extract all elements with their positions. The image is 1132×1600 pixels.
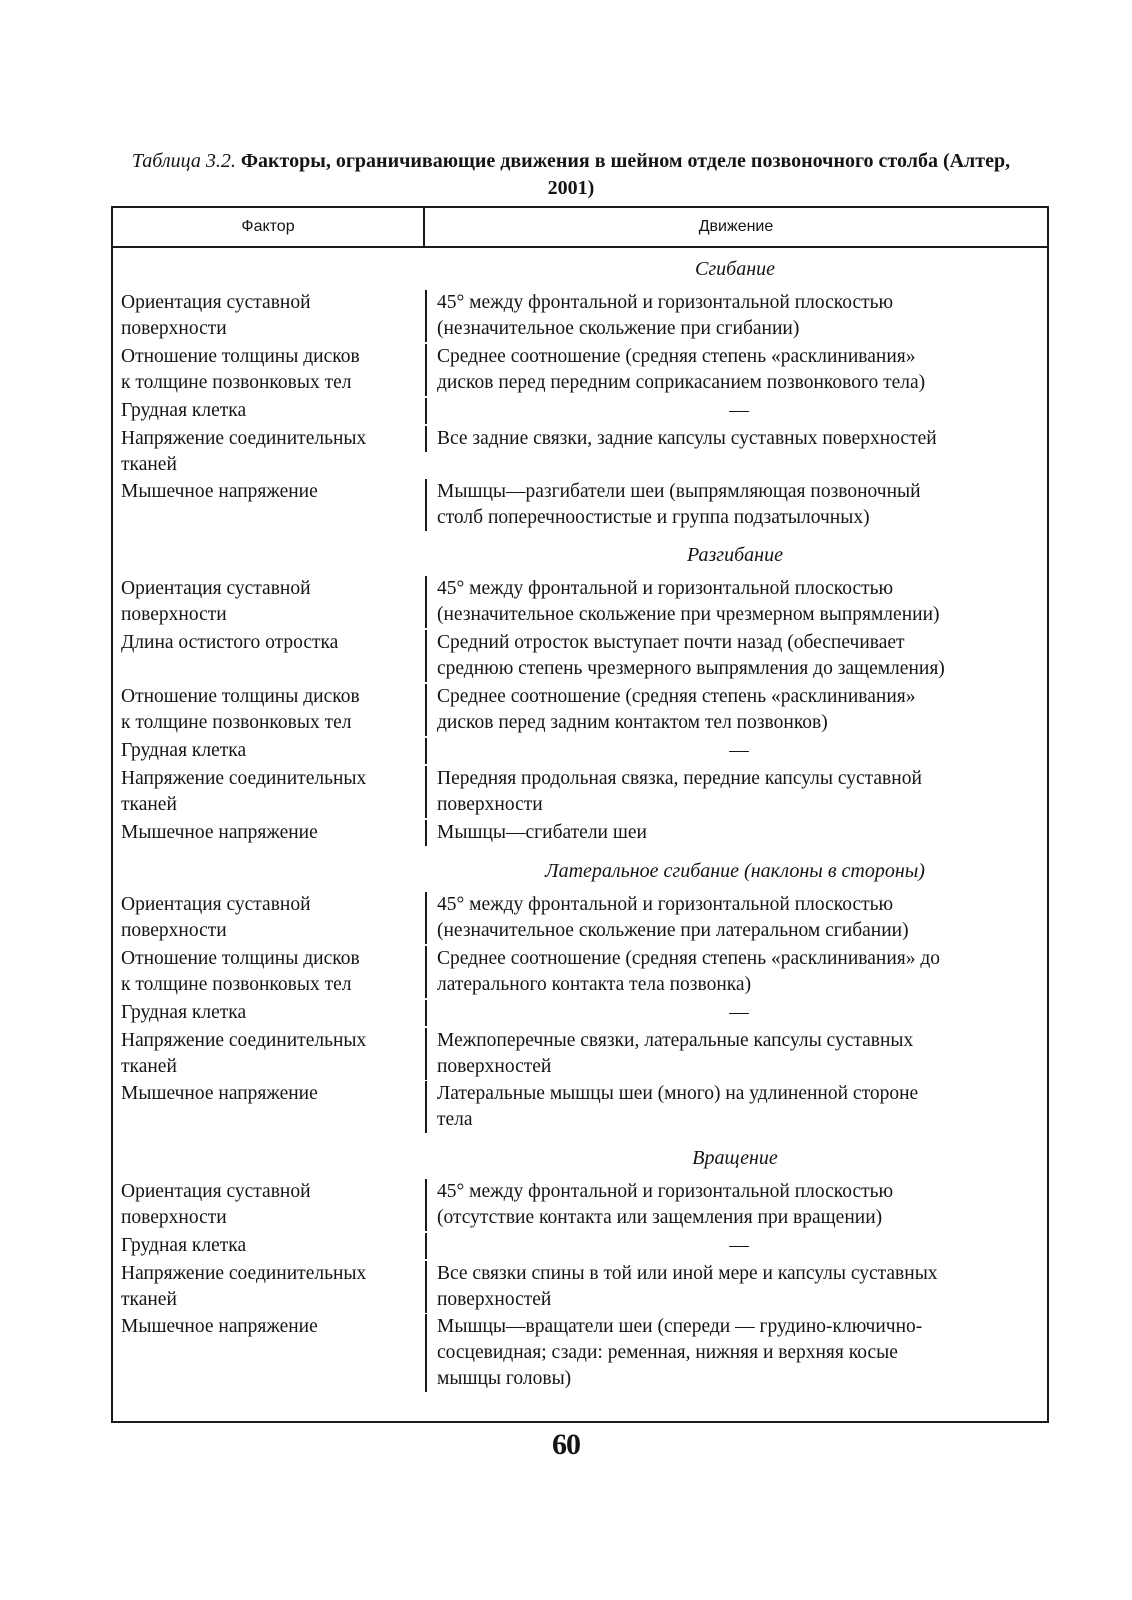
- factor-cell: Напряжение соединительных тканей: [121, 768, 367, 815]
- desc-cell: Средний отросток выступает почти назад (обеспечивает среднюю степень чрезмерного выпрямления до защемления): [425, 630, 1041, 682]
- factor-cell: Отношение толщины дисков к толщине позвонковых тел: [121, 686, 360, 733]
- desc-cell: —: [425, 398, 1041, 424]
- desc-cell: Все связки спины в той или иной мере и капсулы суставных поверхностей: [425, 1261, 1041, 1313]
- factor-cell: Ориентация суставной поверхности: [121, 292, 311, 339]
- desc-cell: —: [425, 1000, 1041, 1026]
- factor-cell: Грудная клетка: [121, 740, 247, 761]
- section-title-extension: Разгибание: [687, 544, 783, 566]
- desc-cell: Мышцы—разгибатели шеи (выпрямляющая позвоночный столб поперечноостистые и группа подзатылочных): [425, 479, 1041, 531]
- section-title-rotation: Вращение: [692, 1147, 778, 1169]
- desc-cell: Межпоперечные связки, латеральные капсулы суставных поверхностей: [425, 1028, 1041, 1080]
- caption-label: Таблица 3.2.: [131, 150, 236, 172]
- header-movement: Движение: [698, 218, 774, 235]
- factor-cell: Напряжение соединительных тканей: [121, 1030, 367, 1077]
- factor-cell: Напряжение соединительных тканей: [121, 428, 367, 475]
- desc-cell: Мышцы—сгибатели шеи: [425, 820, 1041, 846]
- factor-cell: Ориентация суставной поверхности: [121, 578, 311, 625]
- desc-cell: Среднее соотношение (средняя степень «расклинивания» дисков перед задним контактом тел позвонков): [425, 684, 1041, 736]
- factor-cell: Отношение толщины дисков к толщине позвонковых тел: [121, 948, 360, 995]
- desc-cell: Латеральные мышцы шеи (много) на удлиненной стороне тела: [425, 1081, 1041, 1133]
- factor-cell: Длина остистого отростка: [121, 632, 339, 653]
- section-title-lateral-flexion: Латеральное сгибание (наклоны в стороны): [545, 860, 925, 882]
- desc-cell: Мышцы—вращатели шеи (спереди — грудино-ключично- сосцевидная; сзади: ременная, нижняя и верхняя косые мышцы головы): [425, 1314, 1041, 1392]
- factor-cell: Отношение толщины дисков к толщине позвонковых тел: [121, 346, 360, 393]
- factor-cell: Мышечное напряжение: [121, 1083, 318, 1104]
- factor-cell: Ориентация суставной поверхности: [121, 1181, 311, 1228]
- factor-cell: Ориентация суставной поверхности: [121, 894, 311, 941]
- factor-cell: Напряжение соединительных тканей: [121, 1263, 367, 1310]
- factor-cell: Грудная клетка: [121, 400, 247, 421]
- desc-cell: 45° между фронтальной и горизонтальной плоскостью (отсутствие контакта или защемления при вращении): [425, 1179, 1041, 1231]
- section-title-flexion: Сгибание: [695, 258, 775, 280]
- factor-cell: Мышечное напряжение: [121, 1316, 318, 1337]
- desc-cell: Все задние связки, задние капсулы суставных поверхностей: [425, 426, 1041, 452]
- factor-cell: Мышечное напряжение: [121, 822, 318, 843]
- table-caption: [110, 148, 1032, 202]
- desc-cell: 45° между фронтальной и горизонтальной плоскостью (незначительное скольжение при чрезмерном выпрямлении): [425, 576, 1041, 628]
- factor-cell: Грудная клетка: [121, 1002, 247, 1023]
- factor-cell: Грудная клетка: [121, 1235, 247, 1256]
- desc-cell: Среднее соотношение (средняя степень «расклинивания» до латерального контакта тела позвонка): [425, 946, 1041, 998]
- factor-cell: Мышечное напряжение: [121, 481, 318, 502]
- table-header: [113, 208, 1047, 248]
- factors-table: [111, 206, 1049, 1423]
- desc-cell: —: [425, 738, 1041, 764]
- desc-cell: Среднее соотношение (средняя степень «расклинивания» дисков перед передним соприкасанием позвонкового тела): [425, 344, 1041, 396]
- caption-title: Факторы, ограничивающие движения в шейном отделе позвоночного столба (Алтер, 2001): [240, 150, 1011, 199]
- desc-cell: 45° между фронтальной и горизонтальной плоскостью (незначительное скольжение при сгибании): [425, 290, 1041, 342]
- desc-cell: 45° между фронтальной и горизонтальной плоскостью (незначительное скольжение при латеральном сгибании): [425, 892, 1041, 944]
- page-number: 60: [552, 1428, 580, 1461]
- header-factor: Фактор: [113, 208, 425, 246]
- desc-cell: Передняя продольная связка, передние капсулы суставной поверхности: [425, 766, 1041, 818]
- desc-cell: —: [425, 1233, 1041, 1259]
